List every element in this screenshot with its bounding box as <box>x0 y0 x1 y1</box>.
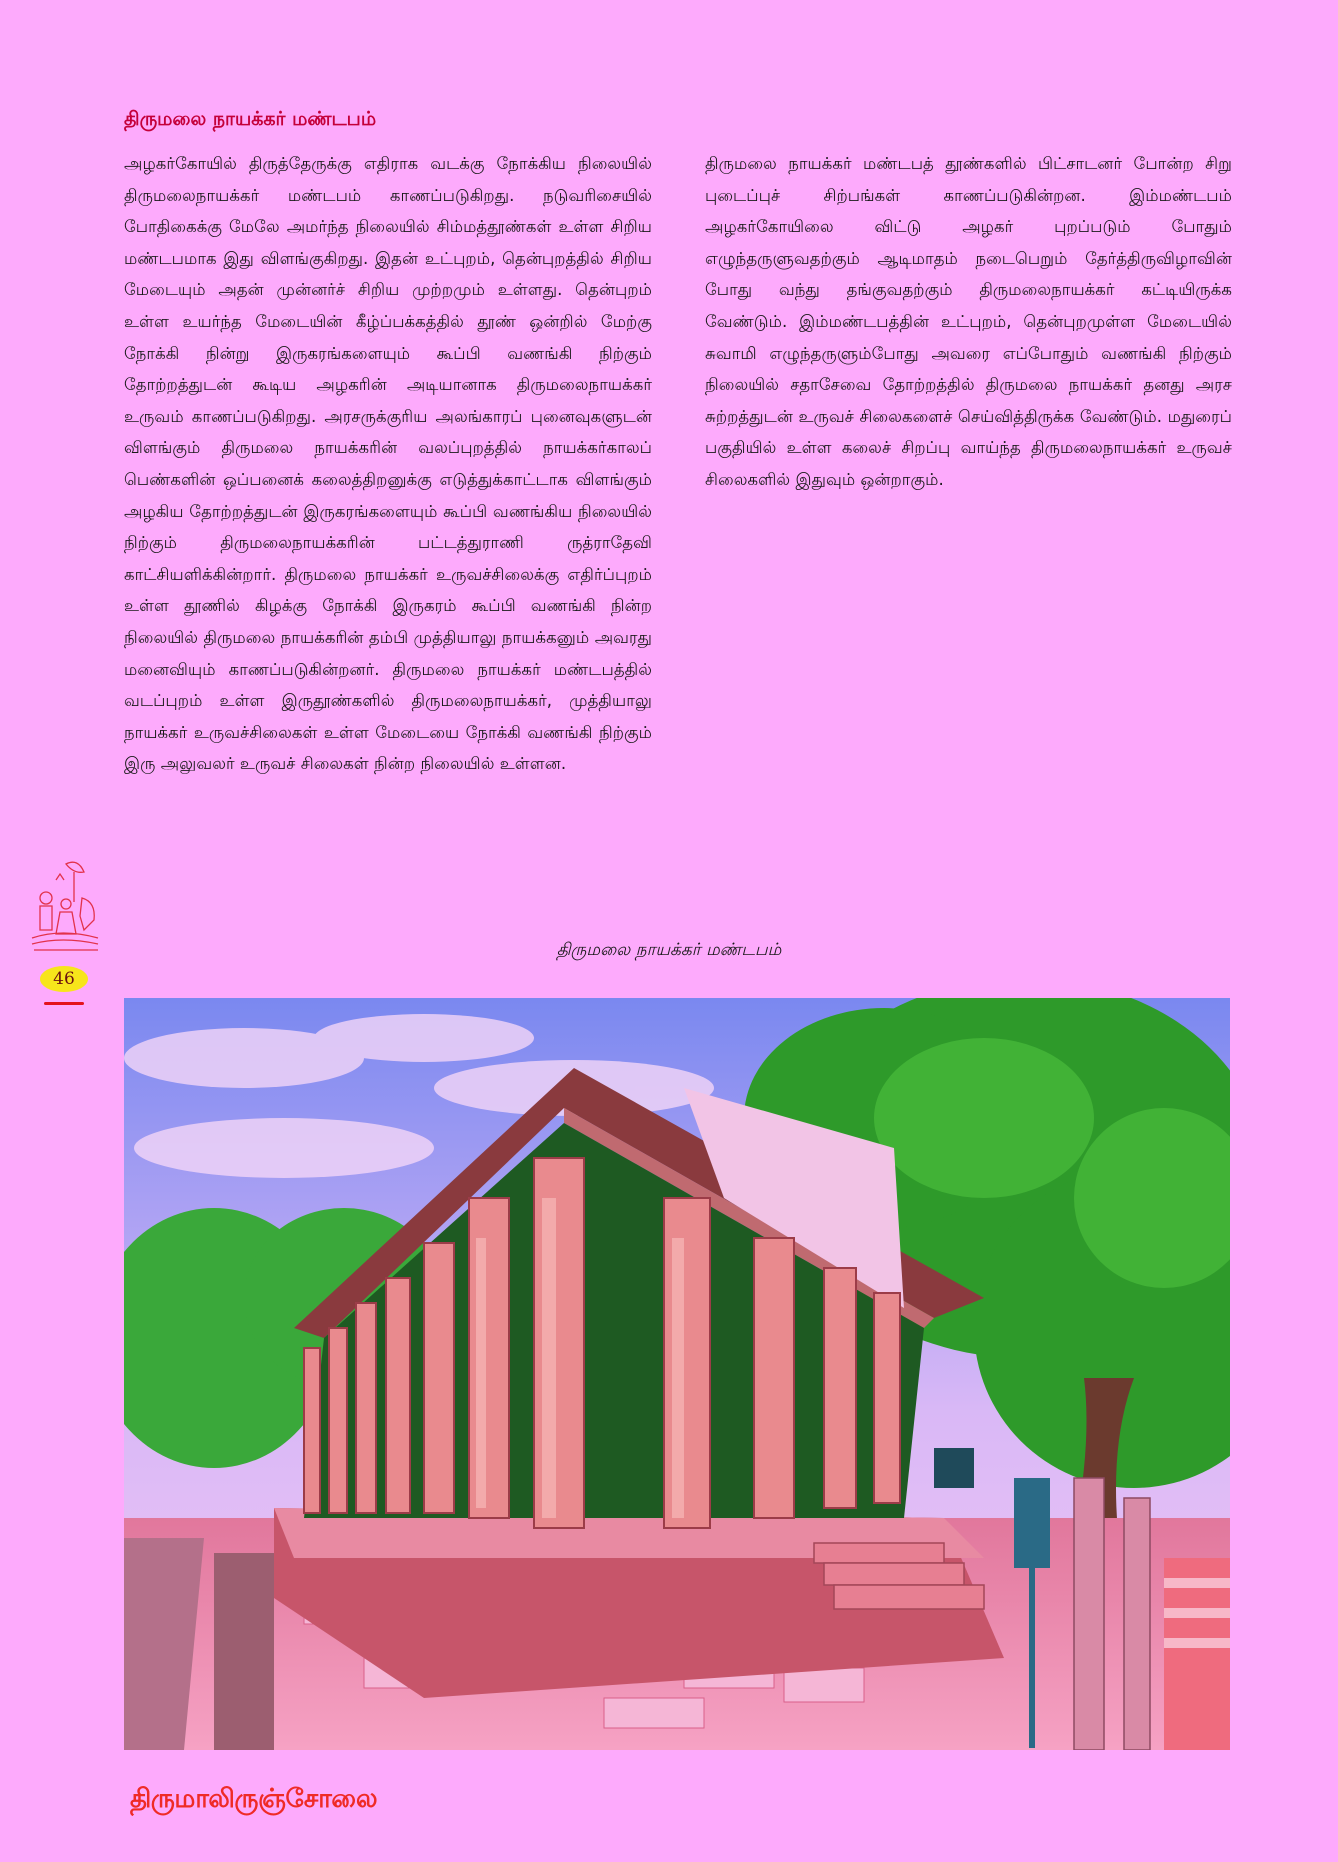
body-column-right: திருமலை நாயக்கர் மண்டபத் தூண்களில் பிட்சாடனர் போன்ற சிறு புடைப்புச் சிற்பங்கள் காணப்படுகின்றன. இம்மண்டபம் அழகர்கோயிலை விட்டு அழகர் புறப்படும் போதும் எழுந்தருளுவதற்கும் ஆடிமாதம் நடைபெறும் தேர்த்திருவிழாவின் போது வந்து தங்குவதற்கும் திருமலைநாயக்கர் கட்டியிருக்க வேண்டும். இம்மண்டபத்தின் உட்புறம், தென்புறமுள்ள மேடையில் சுவாமி எழுந்தருளும்போது அவரை எப்போதும் வணங்கி நிற்கும் நிலையில் சதாசேவை தோற்றத்தில் திருமலை நாயக்கர் தனது அரச சுற்றத்துடன் உருவச் சிலைகளைச் செய்வித்திருக்க வேண்டும். மதுரைப் பகுதியில் உள்ள கலைச் சிறப்பு வாய்ந்த திருமலைநாயக்கர் உருவச் சிலைகளில் இதுவும் ஒன்றாகும். <box>705 154 1232 489</box>
page-number: 46 <box>53 969 75 989</box>
figure-caption: திருமலை நாயக்கர் மண்டபம் <box>556 940 782 960</box>
section-heading: திருமலை நாயக்கர் மண்டபம் <box>124 108 377 130</box>
page-number-underline <box>44 1002 84 1005</box>
body-column-left: அழகர்கோயில் திருத்தேருக்கு எதிராக வடக்கு நோக்கிய நிலையில் திருமலைநாயக்கர் மண்டபம் காணப்படுகிறது. நடுவரிசையில் போதிகைக்கு மேலே அமர்ந்த நிலையில் சிம்மத்தூண்கள் உள்ள சிறிய மண்டபமாக இது விளங்குகிறது. இதன் உட்புறம், தென்புறத்தில் சிறிய மேடையும் அதன் முன்னர்ச் சிறிய முற்றமும் உள்ளது. தென்புறம் உள்ள உயர்ந்த மேடையின் கீழ்ப்பக்கத்தில் தூண் ஒன்றில் மேற்கு நோக்கி நின்று இருகரங்களையும் கூப்பி வணங்கி நிற்கும் தோற்றத்துடன் கூடிய அழகரின் அடியானாக திருமலைநாயக்கர் உருவம் காணப்படுகிறது. அரசருக்குரிய அலங்காரப் புனைவுகளுடன் விளங்கும் திருமலை நாயக்கரின் வலப்புறத்தில் நாயக்கர்காலப் பெண்களின் ஒப்பனைக் கலைத்திறனுக்கு எடுத்துக்காட்டாக விளங்கும் அழகிய தோற்றத்துடன் இருகரங்களையும் கூப்பி வணங்கிய நிலையில் நிற்கும் திருமலைநாயக்கரின் பட்டத்துராணி ருத்ராதேவி காட்சியளிக்கின்றார். திருமலை நாயக்கர் உருவச்சிலைக்கு எதிர்ப்புறம் உள்ள தூணில் கிழக்கு நோக்கி இருகரம் கூப்பி வணங்கி நின்ற நிலையில் திருமலை நாயக்கரின் தம்பி முத்தியாலு நாயக்கனும் அவரது மனைவியும் காணப்படுகின்றனர். திருமலை நாயக்கர் மண்டபத்தில் வடப்புறம் உள்ள இருதூண்களில் திருமலைநாயக்கர், முத்தியாலு நாயக்கர் உருவச்சிலைகள் உள்ள மேடையை நோக்கி வணங்கி நிற்கும் இரு அலுவலர் உருவச் சிலைகள் நின்ற நிலையில் உள்ளன. <box>124 154 652 774</box>
page-number-badge <box>40 966 88 992</box>
mandapam-photo <box>124 998 1230 1750</box>
magazine-title: திருமாலிருஞ்சோலை <box>130 1784 378 1814</box>
